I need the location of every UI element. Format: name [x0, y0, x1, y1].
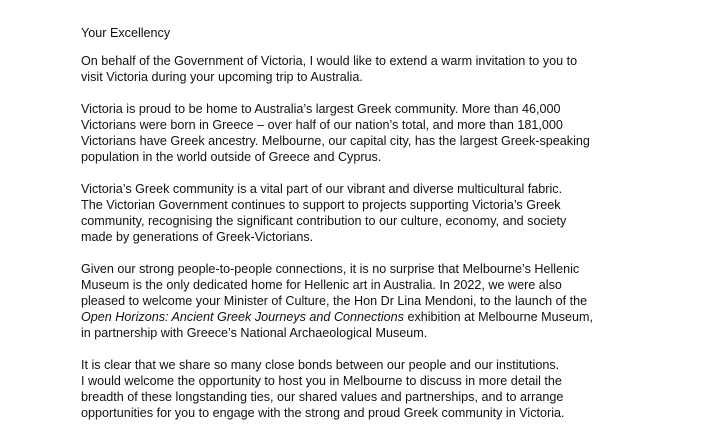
text-line: On behalf of the Government of Victoria, I would like to extend a warm invitation to you to: [81, 54, 578, 68]
text-line: Given our strong people-to-people connections, it is no surprise that Melbourne’s Hellenic: [81, 262, 580, 276]
text-line: Museum is the only dedicated home for Hellenic art in Australia. In 2022, we were also: [81, 278, 562, 292]
paragraph-closing: [81, 357, 711, 421]
text-line: pleased to welcome your Minister of Culture, the Hon Dr Lina Mendoni, to the launch of the: [81, 294, 588, 308]
text-line: in partnership with Greece’s National Archaeological Museum.: [81, 326, 428, 340]
text-line: The Victorian Government continues to support to projects supporting Victoria’s Greek: [81, 198, 561, 212]
text-line: visit Victoria during your upcoming trip to Australia.: [81, 70, 363, 84]
text-line: I would welcome the opportunity to host you in Melbourne to discuss in more detail the: [81, 374, 562, 388]
salutation: Your Excellency: [81, 26, 171, 40]
text-line: Victoria is proud to be home to Australia’s largest Greek community. More than 46,000: [81, 102, 561, 116]
paragraph-multicultural: [81, 181, 711, 245]
text-line: breadth of these longstanding ties, our shared values and partnerships, and to arrange: [81, 390, 564, 404]
text-line: opportunities for you to engage with the strong and proud Greek community in Victoria.: [81, 406, 565, 420]
exhibition-title: Open Horizons: Ancient Greek Journeys and Connections: [81, 310, 404, 324]
paragraph-greek-community: [81, 101, 711, 165]
text-line: It is clear that we share so many close bonds between our people and our institutions.: [81, 358, 560, 372]
text-line: made by generations of Greek-Victorians.: [81, 230, 314, 244]
text-line: Victoria’s Greek community is a vital part of our vibrant and diverse multicultural fabric.: [81, 182, 563, 196]
text-fragment: exhibition at Melbourne Museum,: [403, 310, 593, 324]
text-line: population in the world outside of Greece and Cyprus.: [81, 150, 382, 164]
paragraph-invitation: [81, 53, 711, 85]
letter-body: [81, 25, 711, 437]
paragraph-hellenic-museum: [81, 261, 711, 341]
text-line: community, recognising the significant contribution to our culture, economy, and society: [81, 214, 567, 228]
text-line: [81, 309, 711, 325]
text-line: Victorians have Greek ancestry. Melbourne, our capital city, has the largest Greek-speaking: [81, 134, 590, 148]
text-line: Victorians were born in Greece – over half of our nation’s total, and more than 181,000: [81, 118, 563, 132]
